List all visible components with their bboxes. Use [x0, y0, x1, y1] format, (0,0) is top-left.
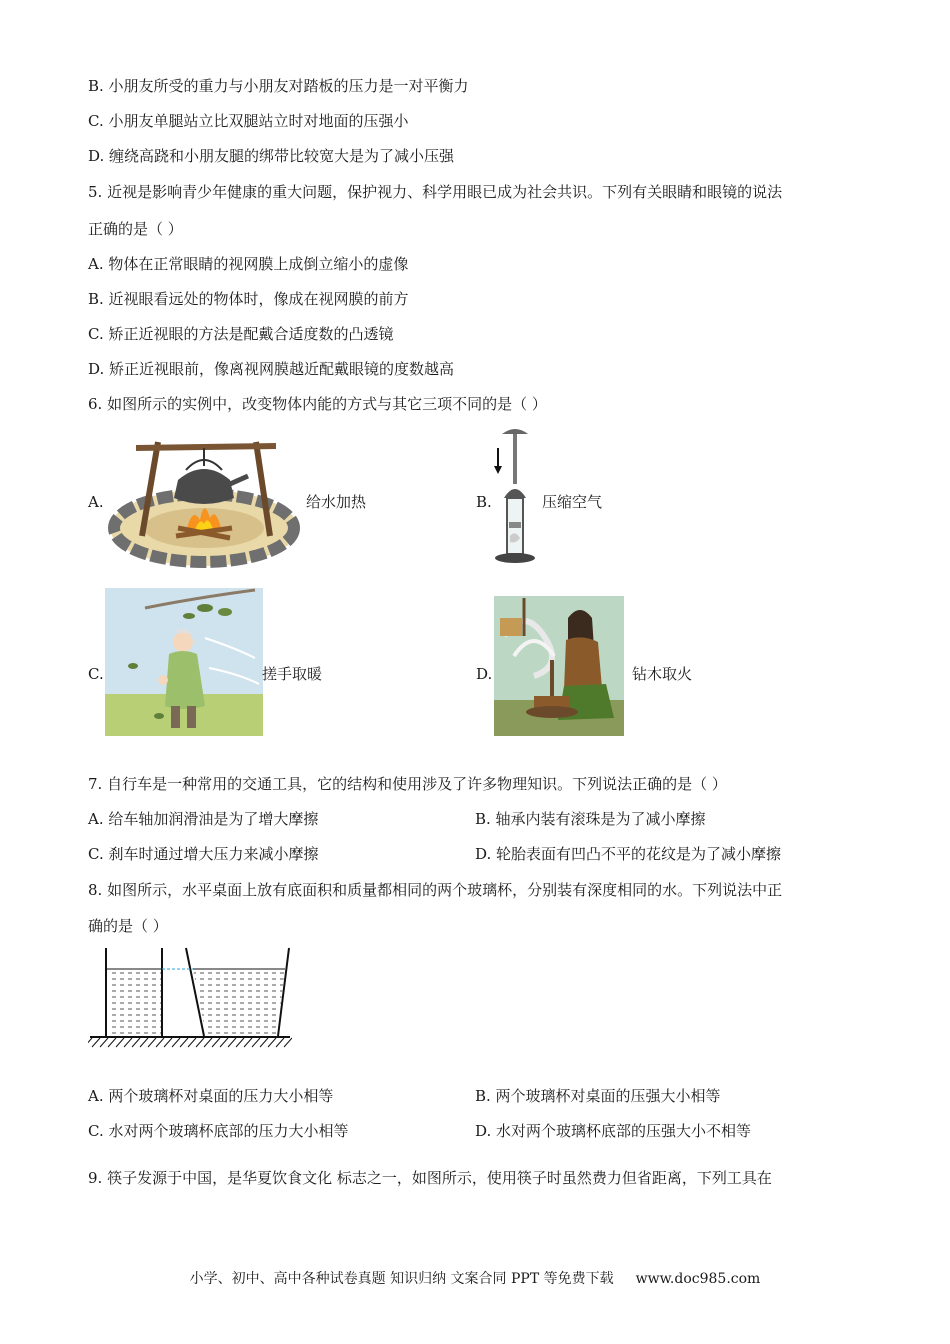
- q9-stem: 9. 筷子发源于中国，是华夏饮食文化 标志之一，如图所示，使用筷子时虽然费力但省距离，下列工具在: [88, 1169, 772, 1187]
- footer-text: 小学、初中、高中各种试卷真题 知识归纳 文案合同 PPT 等免费下载: [189, 1271, 614, 1287]
- q6-stem: 6. 如图所示的实例中，改变物体内能的方式与其它三项不同的是（ ）: [88, 395, 547, 413]
- q8-option-c: C. 水对两个玻璃杯底部的压力大小相等: [88, 1122, 349, 1140]
- footer-website-link[interactable]: www.doc985.com: [635, 1271, 761, 1287]
- q8-option-d: D. 水对两个玻璃杯底部的压强大小不相等: [475, 1122, 752, 1140]
- q7-option-d: D. 轮胎表面有凹凸不平的花纹是为了减小摩擦: [475, 845, 782, 863]
- q5-option-c: C. 矫正近视眼的方法是配戴合适度数的凸透镜: [88, 325, 394, 343]
- q8-stem-line1: 8. 如图所示，水平桌面上放有底面积和质量都相同的两个玻璃杯，分别装有深度相同的水。下列说法中正: [88, 881, 783, 899]
- q4-option-b: B. 小朋友所受的重力与小朋友对踏板的压力是一对平衡力: [88, 77, 469, 95]
- q6-option-a-letter: A.: [88, 493, 104, 511]
- q6-option-b-caption: 压缩空气: [542, 493, 603, 511]
- air-compression-syringe-illustration: [490, 424, 540, 566]
- q7-option-c: C. 刹车时通过增大压力来减小摩擦: [88, 845, 319, 863]
- drilling-wood-fire-illustration: [494, 596, 624, 736]
- q7-option-b: B. 轴承内装有滚珠是为了减小摩擦: [475, 810, 706, 828]
- q6-option-c-letter: C.: [88, 665, 104, 683]
- q8-option-a: A. 两个玻璃杯对桌面的压力大小相等: [88, 1087, 334, 1105]
- two-glass-cups-diagram: [88, 946, 292, 1050]
- q8-option-b: B. 两个玻璃杯对桌面的压强大小相等: [475, 1087, 721, 1105]
- q6-option-d-letter: D.: [476, 665, 493, 683]
- q4-option-c: C. 小朋友单腿站立比双腿站立时对地面的压强小: [88, 112, 409, 130]
- q5-option-b: B. 近视眼看远处的物体时，像成在视网膜的前方: [88, 290, 409, 308]
- q6-option-b-letter: B.: [476, 493, 492, 511]
- q5-option-d: D. 矫正近视眼前，像离视网膜越近配戴眼镜的度数越高: [88, 360, 455, 378]
- q6-option-c-caption: 搓手取暖: [262, 665, 323, 683]
- page-footer: [0, 1269, 950, 1289]
- rubbing-hands-illustration: [105, 588, 263, 736]
- q5-stem-line1: 5. 近视是影响青少年健康的重大问题，保护视力、科学用眼已成为社会共识。下列有关眼睛和眼镜的说法: [88, 183, 783, 201]
- q6-option-a-caption: 给水加热: [306, 493, 367, 511]
- q7-option-a: A. 给车轴加润滑油是为了增大摩擦: [88, 810, 319, 828]
- q8-stem-line2: 确的是（ ）: [88, 917, 168, 935]
- q5-option-a: A. 物体在正常眼睛的视网膜上成倒立缩小的虚像: [88, 255, 409, 273]
- q7-stem: 7. 自行车是一种常用的交通工具，它的结构和使用涉及了许多物理知识。下列说法正确的是（ ）: [88, 775, 727, 793]
- campfire-kettle-illustration: [106, 436, 302, 570]
- q5-stem-line2: 正确的是（ ）: [88, 220, 183, 238]
- q4-option-d: D. 缠绕高跷和小朋友腿的绑带比较宽大是为了减小压强: [88, 147, 455, 165]
- q6-option-d-caption: 钻木取火: [632, 665, 693, 683]
